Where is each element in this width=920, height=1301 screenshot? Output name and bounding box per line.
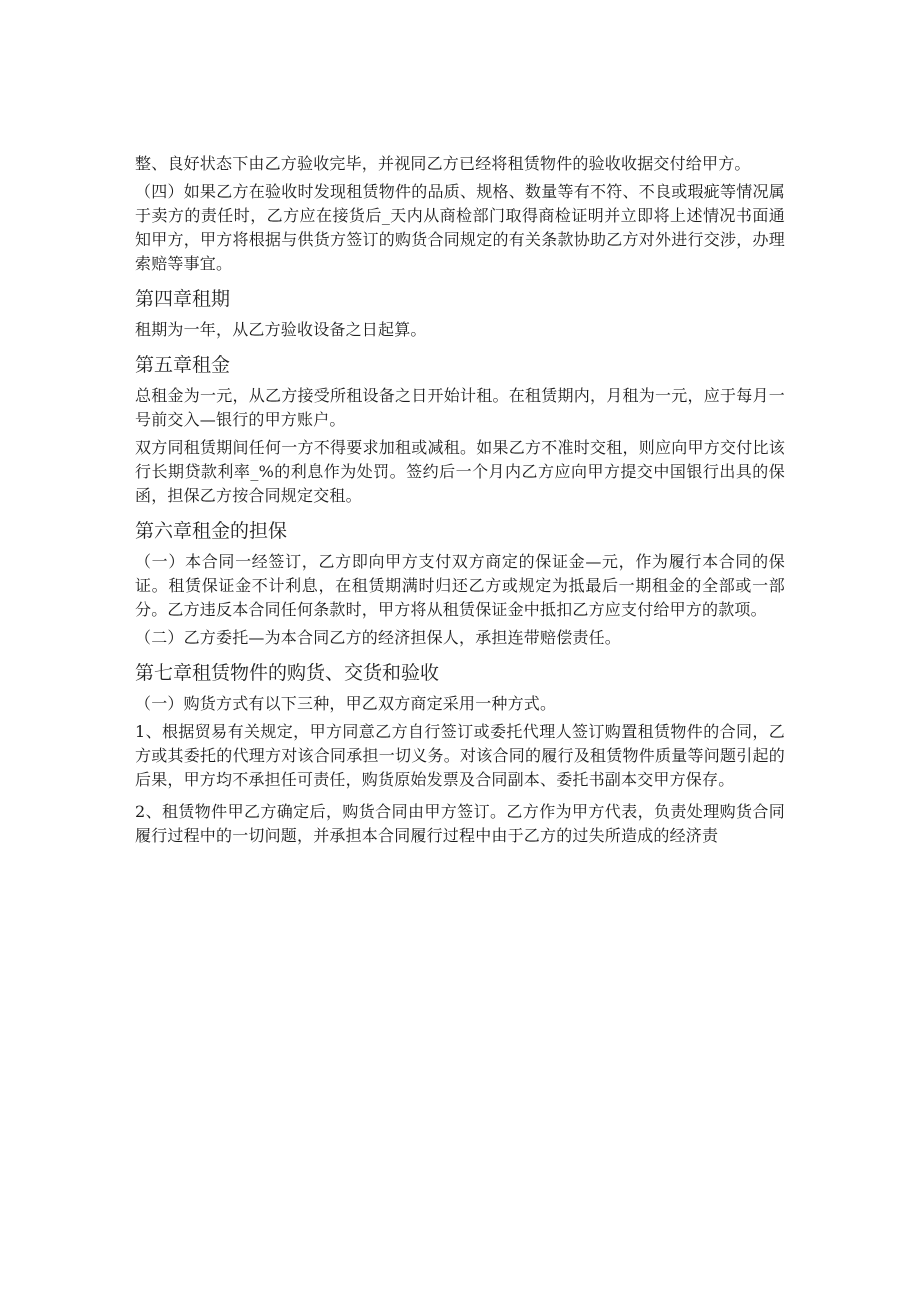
paragraph-rent-adjustment: 双方同租赁期间任何一方不得要求加租或减租。如果乙方不准时交租，则应向甲方交付比该行长期贷款利率_%的利息作为处罚。签约后一个月内乙方应向甲方提交中国银行出具的保函，担保乙方按合同规定交租。 [135,438,785,505]
paragraph-purchase-methods: （一）购货方式有以下三种，甲乙双方商定采用一种方式。 [135,694,557,713]
chapter-5-heading: 第五章租金 [135,354,231,376]
chapter-7-heading: 第七章租赁物件的购货、交货和验收 [135,662,440,684]
paragraph-purchase-method-2: 2、租赁物件甲乙方确定后，购货合同由甲方签订。乙方作为甲方代表，负责处理购货合同履行过程中的一切问题，并承担本合同履行过程中由于乙方的过失所造成的经济责 [135,802,785,845]
document-page [135,152,785,848]
paragraph-acceptance-end: 整、良好状态下由乙方验收完毕，并视同乙方已经将租赁物件的验收收据交付给甲方。 [135,154,751,173]
paragraph-guarantor: （二）乙方委托—为本合同乙方的经济担保人，承担连带赔偿责任。 [135,628,622,647]
chapter-4-heading: 第四章租期 [135,288,231,310]
paragraph-total-rent: 总租金为一元，从乙方接受所租设备之日开始计租。在租赁期内，月租为一元，应于每月一号前交入—银行的甲方账户。 [135,386,785,429]
paragraph-lease-term: 租期为一年，从乙方验收设备之日起算。 [135,320,427,339]
chapter-6-heading: 第六章租金的担保 [135,520,288,542]
paragraph-deposit: （一）本合同一经签订，乙方即向甲方支付双方商定的保证金—元，作为履行本合同的保证。租赁保证金不计利息，在租赁期满时归还乙方或规定为抵最后一期租金的全部或一部分。乙方违反本合同任何条款时，甲方将从租赁保证金中抵扣乙方应支付给甲方的款项。 [135,552,785,619]
paragraph-purchase-method-1: 1、根据贸易有关规定，甲方同意乙方自行签订或委托代理人签订购置租赁物件的合同，乙方或其委托的代理方对该合同承担一切义务。对该合同的履行及租赁物件质量等问题引起的后果，甲方均不承担任可责任，购货原始发票及合同副本、委托书副本交甲方保存。 [135,722,785,789]
paragraph-clause-4: （四）如果乙方在验收时发现租赁物件的品质、规格、数量等有不符、不良或瑕疵等情况属于卖方的责任时，乙方应在接货后_天内从商检部门取得商检证明并立即将上述情况书面通知甲方，甲方将根据与供货方签订的购货合同规定的有关条款协助乙方对外进行交涉，办理索赔等事宜。 [135,182,785,273]
